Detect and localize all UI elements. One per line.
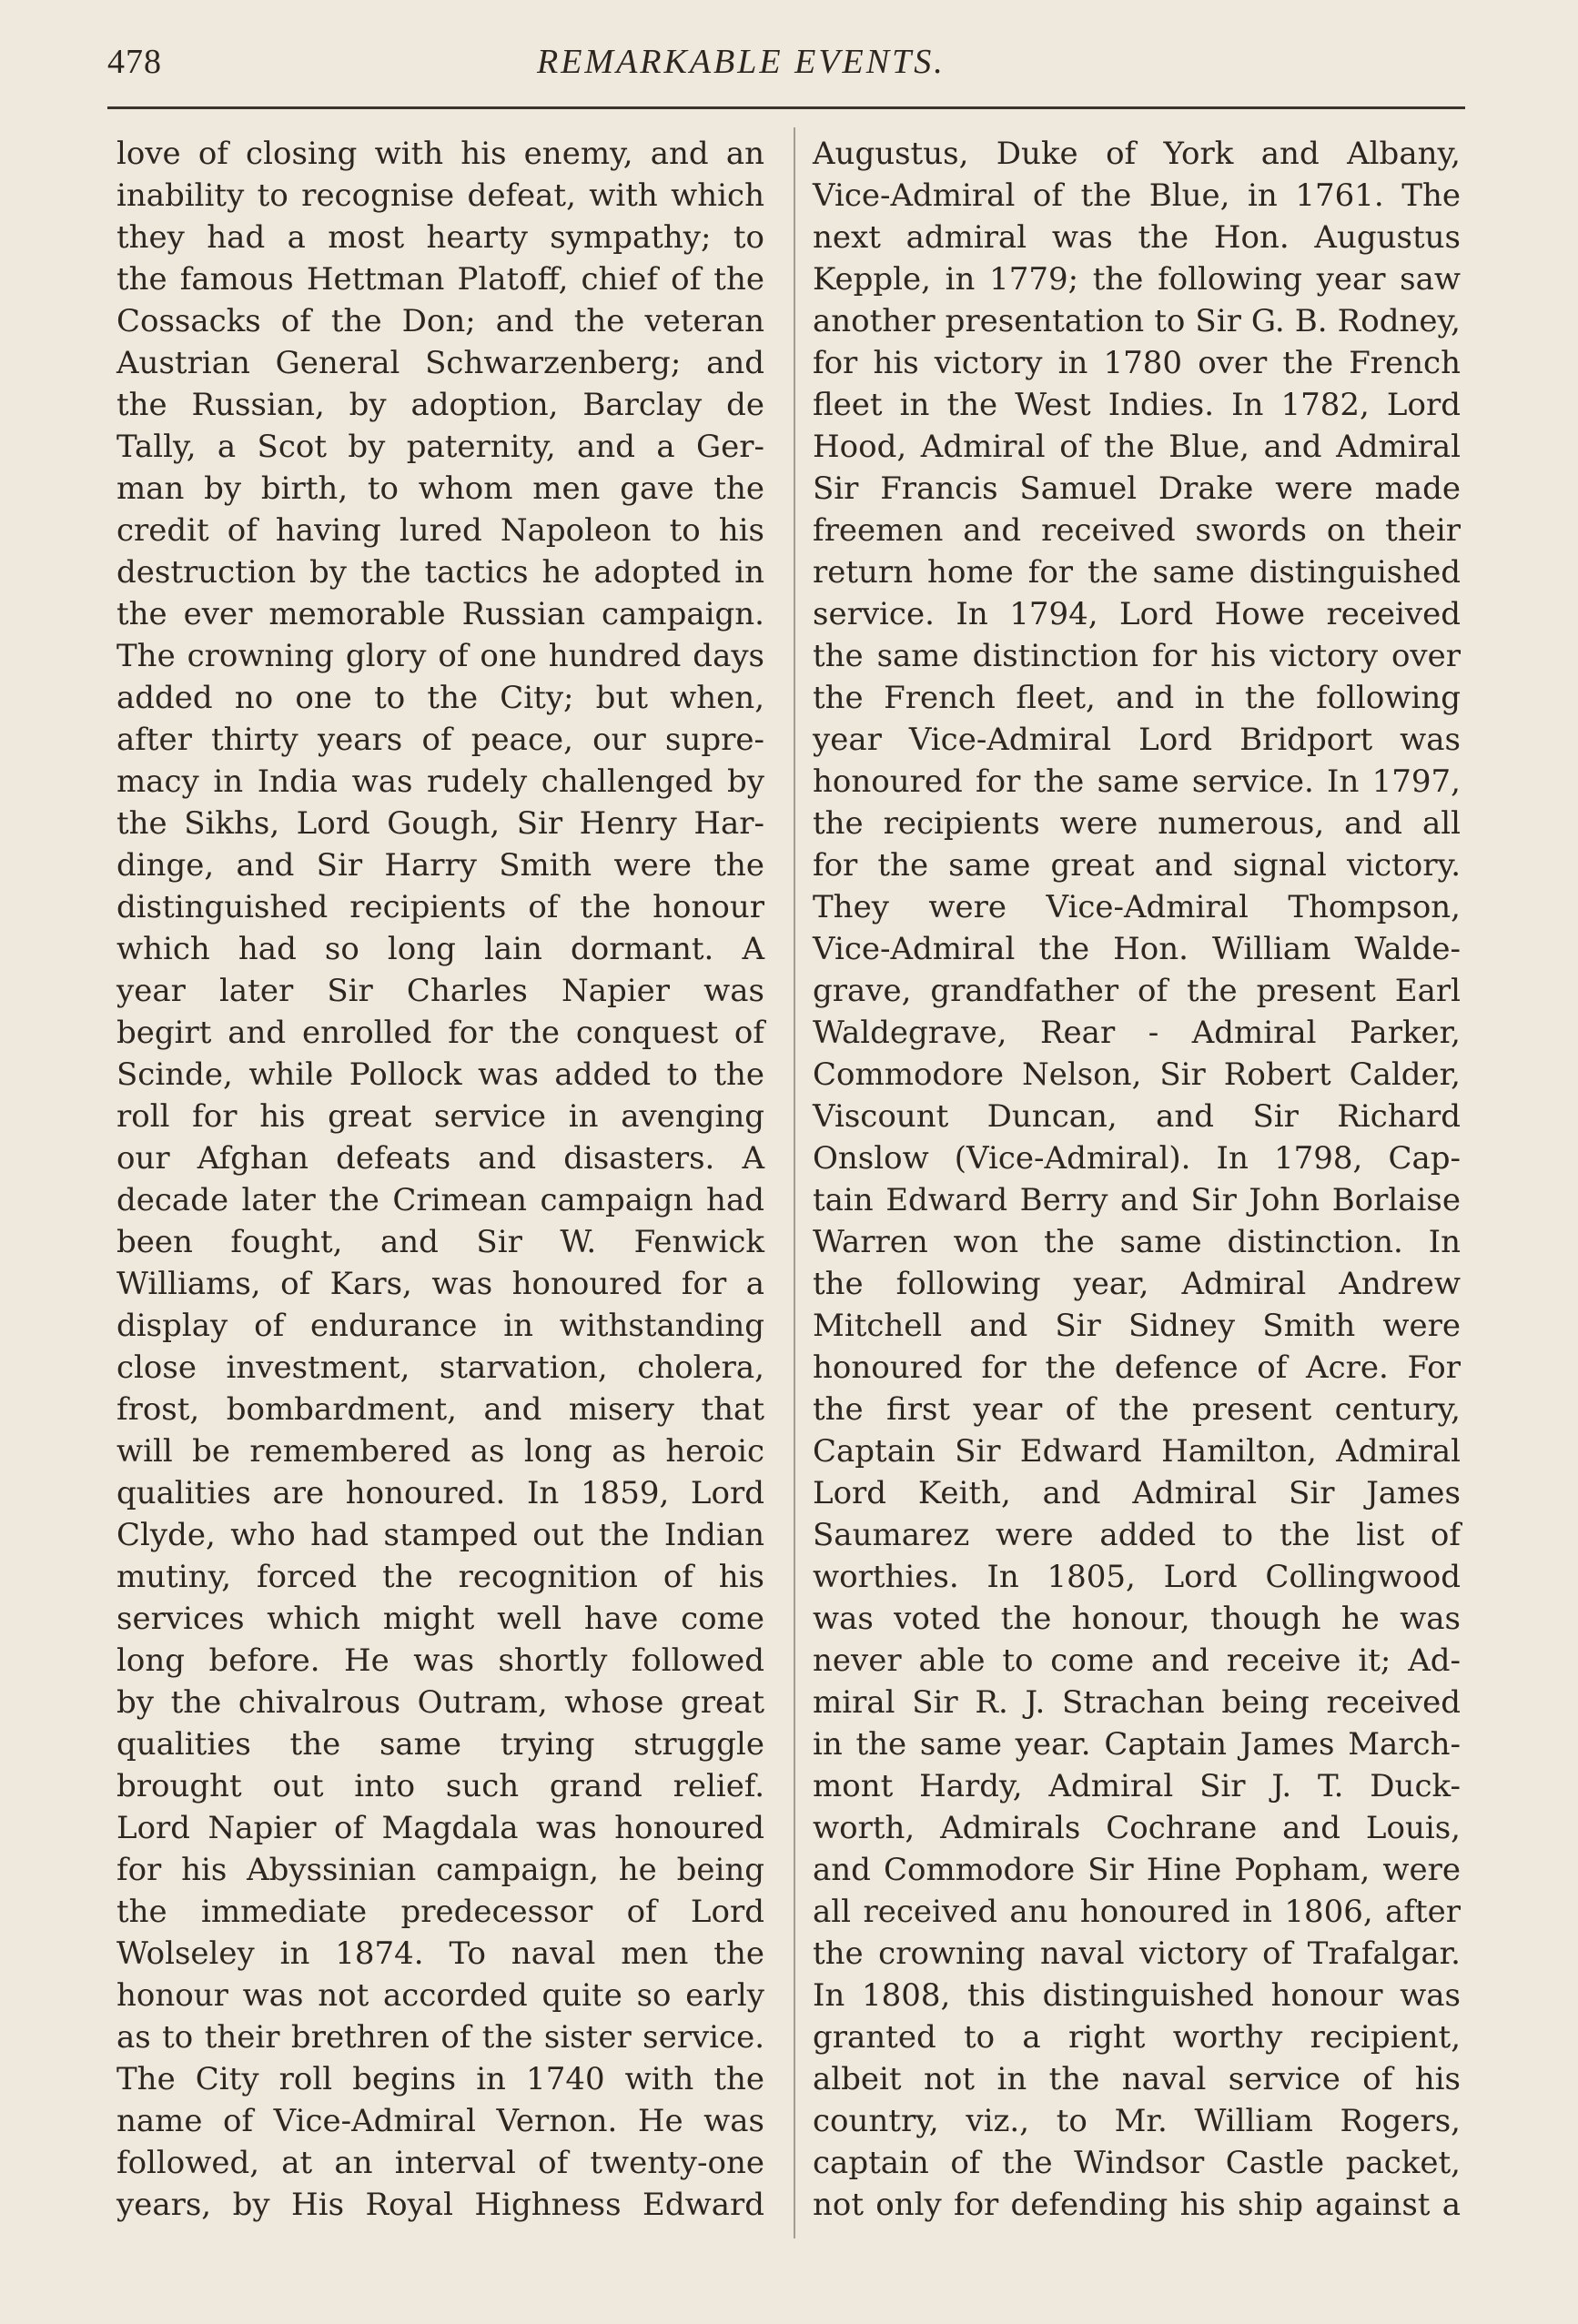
text-line: in the same year. Captain James March- xyxy=(813,1726,1461,1763)
text-line: services which might well have come xyxy=(116,1601,764,1637)
text-line: fleet in the West Indies. In 1782, Lord xyxy=(813,387,1461,423)
text-line: love of closing with his enemy, and an xyxy=(116,136,764,172)
text-line: year later Sir Charles Napier was xyxy=(116,973,764,1009)
text-line: Waldegrave, Rear - Admiral Parker, xyxy=(813,1015,1461,1051)
text-line: been fought, and Sir W. Fenwick xyxy=(116,1224,764,1260)
text-line: begirt and enrolled for the conquest of xyxy=(116,1015,764,1051)
text-line: display of endurance in withstanding xyxy=(116,1308,764,1344)
text-line: which had so long lain dormant. A xyxy=(116,931,764,967)
text-line: qualities the same trying struggle xyxy=(116,1726,764,1763)
text-line: Wolseley in 1874. To naval men the xyxy=(116,1935,764,1972)
text-line: the recipients were numerous, and all xyxy=(813,805,1461,842)
text-line: The City roll begins in 1740 with the xyxy=(116,2061,764,2097)
text-line: for his victory in 1780 over the French xyxy=(813,345,1461,381)
column-divider xyxy=(794,127,795,2238)
text-line: grave, grandfather of the present Earl xyxy=(813,973,1461,1009)
text-line: Cossacks of the Don; and the veteran xyxy=(116,303,764,339)
text-line: The crowning glory of one hundred days xyxy=(116,638,764,674)
text-line: captain of the Windsor Castle packet, xyxy=(813,2145,1461,2181)
text-line: Sir Francis Samuel Drake were made xyxy=(813,470,1461,507)
text-line: miral Sir R. J. Strachan being received xyxy=(813,1684,1461,1721)
text-line: by the chivalrous Outram, whose great xyxy=(116,1684,764,1721)
text-line: followed, at an interval of twenty-one xyxy=(116,2145,764,2181)
text-line: In 1808, this distinguished honour was xyxy=(813,1977,1461,2014)
text-line: Warren won the same distinction. In xyxy=(813,1224,1461,1260)
text-line: years, by His Royal Highness Edward xyxy=(116,2187,764,2223)
text-line: close investment, starvation, cholera, xyxy=(116,1349,764,1386)
text-line: dinge, and Sir Harry Smith were the xyxy=(116,847,764,884)
text-line: the Russian, by adoption, Barclay de xyxy=(116,387,764,423)
text-line: the French fleet, and in the following xyxy=(813,680,1461,716)
text-line: never able to come and receive it; Ad- xyxy=(813,1642,1461,1679)
text-line: as to their brethren of the sister service. xyxy=(116,2019,764,2056)
text-line: all received anu honoured in 1806, after xyxy=(813,1894,1461,1930)
text-line: Lord Napier of Magdala was honoured xyxy=(116,1810,764,1846)
text-line: the Sikhs, Lord Gough, Sir Henry Har- xyxy=(116,805,764,842)
text-line: for his Abyssinian campaign, he being xyxy=(116,1852,764,1888)
text-line: Williams, of Kars, was honoured for a xyxy=(116,1266,764,1302)
text-line: brought out into such grand relief. xyxy=(116,1768,764,1804)
text-line: the ever memorable Russian campaign. xyxy=(116,596,764,632)
text-line: Kepple, in 1779; the following year saw xyxy=(813,261,1461,298)
text-line: another presentation to Sir G. B. Rodney, xyxy=(813,303,1461,339)
text-line: year Vice-Admiral Lord Bridport was xyxy=(813,722,1461,758)
text-line: albeit not in the naval service of his xyxy=(813,2061,1461,2097)
text-line: Lord Keith, and Admiral Sir James xyxy=(813,1475,1461,1511)
text-line: worth, Admirals Cochrane and Louis, xyxy=(813,1810,1461,1846)
text-line: added no one to the City; but when, xyxy=(116,680,764,716)
text-line: Hood, Admiral of the Blue, and Admiral xyxy=(813,429,1461,465)
text-line: inability to recognise defeat, with which xyxy=(116,177,764,214)
text-line: Tally, a Scot by paternity, and a Ger- xyxy=(116,429,764,465)
text-line: credit of having lured Napoleon to his xyxy=(116,512,764,549)
text-line: roll for his great service in avenging xyxy=(116,1098,764,1135)
text-line: Saumarez were added to the list of xyxy=(813,1517,1461,1553)
text-line: mont Hardy, Admiral Sir J. T. Duck- xyxy=(813,1768,1461,1804)
text-line: honoured for the same service. In 1797, xyxy=(813,763,1461,800)
text-line: the immediate predecessor of Lord xyxy=(116,1894,764,1930)
text-line: tain Edward Berry and Sir John Borlaise xyxy=(813,1182,1461,1218)
text-line: Vice-Admiral of the Blue, in 1761. The xyxy=(813,177,1461,214)
text-line: granted to a right worthy recipient, xyxy=(813,2019,1461,2056)
text-line: and Commodore Sir Hine Popham, were xyxy=(813,1852,1461,1888)
text-line: Scinde, while Pollock was added to the xyxy=(116,1056,764,1093)
text-line: next admiral was the Hon. Augustus xyxy=(813,219,1461,256)
text-line: man by birth, to whom men gave the xyxy=(116,470,764,507)
text-line: Mitchell and Sir Sidney Smith were xyxy=(813,1308,1461,1344)
text-line: country, viz., to Mr. William Rogers, xyxy=(813,2103,1461,2139)
text-line: Vice-Admiral the Hon. William Walde- xyxy=(813,931,1461,967)
text-line: Captain Sir Edward Hamilton, Admiral xyxy=(813,1433,1461,1470)
text-line: not only for defending his ship against a xyxy=(813,2187,1461,2223)
text-line: macy in India was rudely challenged by xyxy=(116,763,764,800)
text-line: service. In 1794, Lord Howe received xyxy=(813,596,1461,632)
text-line: worthies. In 1805, Lord Collingwood xyxy=(813,1559,1461,1595)
text-line: frost, bombardment, and misery that xyxy=(116,1391,764,1428)
text-line: mutiny, forced the recognition of his xyxy=(116,1559,764,1595)
text-line: distinguished recipients of the honour xyxy=(116,889,764,925)
text-line: Commodore Nelson, Sir Robert Calder, xyxy=(813,1056,1461,1093)
header-rule xyxy=(107,106,1465,109)
text-line: the first year of the present century, xyxy=(813,1391,1461,1428)
text-line: Austrian General Schwarzenberg; and xyxy=(116,345,764,381)
text-line: after thirty years of peace, our supre- xyxy=(116,722,764,758)
right-column xyxy=(813,133,1461,2226)
text-line: return home for the same distinguished xyxy=(813,554,1461,591)
text-line: Clyde, who had stamped out the Indian xyxy=(116,1517,764,1553)
text-line: will be remembered as long as heroic xyxy=(116,1433,764,1470)
text-line: the crowning naval victory of Trafalgar. xyxy=(813,1935,1461,1972)
text-line: Onslow (Vice-Admiral). In 1798, Cap- xyxy=(813,1140,1461,1177)
text-line: They were Vice-Admiral Thompson, xyxy=(813,889,1461,925)
text-line: our Afghan defeats and disasters. A xyxy=(116,1140,764,1177)
text-line: qualities are honoured. In 1859, Lord xyxy=(116,1475,764,1511)
text-line: freemen and received swords on their xyxy=(813,512,1461,549)
text-line: the famous Hettman Platoff, chief of the xyxy=(116,261,764,298)
page-number: 478 xyxy=(107,43,162,81)
text-line: long before. He was shortly followed xyxy=(116,1642,764,1679)
text-line: decade later the Crimean campaign had xyxy=(116,1182,764,1218)
left-column xyxy=(116,133,764,2226)
text-line: was voted the honour, though he was xyxy=(813,1601,1461,1637)
text-line: the same distinction for his victory over xyxy=(813,638,1461,674)
text-line: the following year, Admiral Andrew xyxy=(813,1266,1461,1302)
running-title: REMARKABLE EVENTS. xyxy=(537,43,946,81)
text-line: honour was not accorded quite so early xyxy=(116,1977,764,2014)
text-line: Augustus, Duke of York and Albany, xyxy=(813,136,1461,172)
text-line: they had a most hearty sympathy; to xyxy=(116,219,764,256)
text-line: Viscount Duncan, and Sir Richard xyxy=(813,1098,1461,1135)
text-line: honoured for the defence of Acre. For xyxy=(813,1349,1461,1386)
text-line: destruction by the tactics he adopted in xyxy=(116,554,764,591)
text-line: for the same great and signal victory. xyxy=(813,847,1461,884)
text-line: name of Vice-Admiral Vernon. He was xyxy=(116,2103,764,2139)
